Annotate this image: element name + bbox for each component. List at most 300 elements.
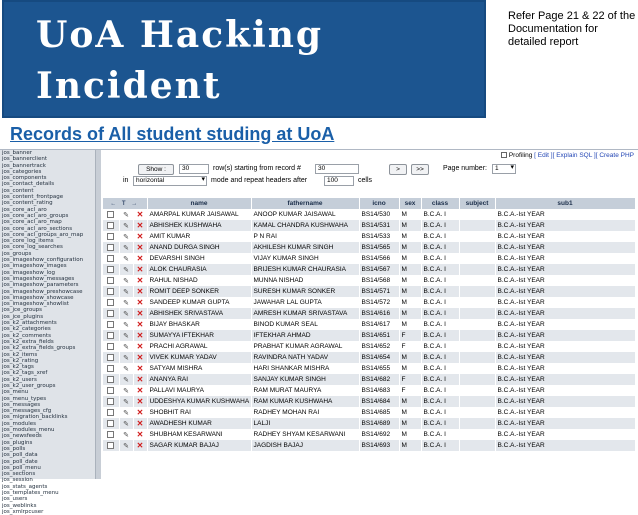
title-line-1: UoA Hacking xyxy=(36,14,324,56)
row-select-cell xyxy=(103,363,119,374)
sidebar-table-item[interactable]: jos_modules xyxy=(2,420,36,427)
row-select-cell xyxy=(103,330,119,341)
table-row xyxy=(103,319,635,330)
row-checkbox[interactable] xyxy=(107,321,114,328)
row-edit-cell xyxy=(119,231,133,242)
delete-icon[interactable]: ✕ xyxy=(136,375,144,384)
sidebar-table-item[interactable]: jos_imageshow_messages xyxy=(2,275,75,282)
cell-sub1: B.C.A.-Ist YEAR xyxy=(495,231,635,242)
cell-subject xyxy=(459,253,495,264)
cell-icno: BS14/533 xyxy=(359,231,399,242)
sidebar-table-item[interactable]: jos_menu_types xyxy=(2,395,47,402)
row-delete-cell xyxy=(133,429,147,440)
cell-name: AWADHESH KUMAR xyxy=(147,418,251,429)
sidebar-table-item[interactable]: jos_k2_items xyxy=(2,351,38,358)
sidebar-table-item[interactable]: jos_polls xyxy=(2,445,26,452)
table-row xyxy=(103,275,635,286)
sidebar-table-item[interactable]: jos_jce_groups xyxy=(2,307,43,314)
cell-icno: BS14/566 xyxy=(359,253,399,264)
row-select-cell xyxy=(103,396,119,407)
pencil-icon[interactable]: ✎ xyxy=(123,222,129,230)
phpmyadmin-screenshot xyxy=(0,149,638,515)
cell-icno: BS14/572 xyxy=(359,297,399,308)
table-row xyxy=(103,396,635,407)
cell-subject xyxy=(459,220,495,231)
table-row xyxy=(103,297,635,308)
sidebar-table-item[interactable]: jos_bannerclient xyxy=(2,156,47,163)
delete-icon[interactable]: ✕ xyxy=(136,320,144,329)
cell-class: B.C.A. I xyxy=(421,253,459,264)
row-checkbox[interactable] xyxy=(107,420,114,427)
cell-name: PRACHI AGRAWAL xyxy=(147,341,251,352)
row-edit-cell xyxy=(119,341,133,352)
sidebar-table-item[interactable]: jos_xmlrpcuser xyxy=(2,508,44,515)
row-edit-cell xyxy=(119,385,133,396)
cell-fathername: AKHILESH KUMAR SINGH xyxy=(251,242,359,253)
delete-icon[interactable]: ✕ xyxy=(136,232,144,241)
delete-icon[interactable]: ✕ xyxy=(136,408,144,417)
sidebar-table-item[interactable]: jos_imageshow_configuration xyxy=(2,257,84,264)
table-row xyxy=(103,220,635,231)
sidebar-table-item[interactable]: jos_core_acl_aro xyxy=(2,206,47,213)
delete-icon[interactable]: ✕ xyxy=(136,221,144,230)
sidebar-table-item[interactable]: jos_plugins xyxy=(2,439,33,446)
row-delete-cell xyxy=(133,275,147,286)
sidebar-table-item[interactable]: jos_migration_backlinks xyxy=(2,414,68,421)
cell-subject xyxy=(459,352,495,363)
row-edit-cell xyxy=(119,363,133,374)
cell-sex: M xyxy=(399,242,421,253)
row-delete-cell xyxy=(133,209,147,220)
sidebar-table-item[interactable]: jos_imageshow_images xyxy=(2,263,67,270)
cell-sub1: B.C.A.-Ist YEAR xyxy=(495,385,635,396)
sidebar-table-item[interactable]: jos_k2_comments xyxy=(2,332,51,339)
row-checkbox[interactable] xyxy=(107,211,114,218)
pencil-icon[interactable]: ✎ xyxy=(123,255,129,263)
sidebar-table-item[interactable]: jos_k2_users xyxy=(2,376,37,383)
pencil-icon[interactable]: ✎ xyxy=(123,233,129,241)
cell-class: B.C.A. I xyxy=(421,275,459,286)
row-checkbox[interactable] xyxy=(107,354,114,361)
row-checkbox[interactable] xyxy=(107,398,114,405)
sidebar-table-item[interactable]: jos_session xyxy=(2,477,33,484)
cell-sex: M xyxy=(399,319,421,330)
cell-name: SATYAM MISHRA xyxy=(147,363,251,374)
sidebar-table-item[interactable]: jos_jce_plugins xyxy=(2,313,44,320)
sidebar-table-item[interactable]: jos_poll_date xyxy=(2,458,38,465)
row-select-cell xyxy=(103,264,119,275)
cell-class: B.C.A. I xyxy=(421,209,459,220)
cell-name: DEVARSHI SINGH xyxy=(147,253,251,264)
delete-icon[interactable]: ✕ xyxy=(136,254,144,263)
pencil-icon[interactable]: ✎ xyxy=(123,244,129,252)
delete-icon[interactable]: ✕ xyxy=(136,210,144,219)
row-select-cell xyxy=(103,407,119,418)
cell-sub1: B.C.A.-Ist YEAR xyxy=(495,440,635,451)
col-header-sex[interactable]: sex xyxy=(399,198,421,209)
cell-sub1: B.C.A.-Ist YEAR xyxy=(495,308,635,319)
sidebar-table-item[interactable]: jos_groups xyxy=(2,250,32,257)
row-checkbox[interactable] xyxy=(107,266,114,273)
sidebar-table-item[interactable]: jos_components xyxy=(2,175,47,182)
pencil-icon[interactable]: ✎ xyxy=(123,398,129,406)
delete-icon[interactable]: ✕ xyxy=(136,419,144,428)
row-edit-cell xyxy=(119,253,133,264)
pencil-icon[interactable]: ✎ xyxy=(123,343,129,351)
cell-sex: M xyxy=(399,308,421,319)
cell-sub1: B.C.A.-Ist YEAR xyxy=(495,286,635,297)
pencil-icon[interactable]: ✎ xyxy=(123,365,129,373)
sidebar-table-item[interactable]: jos_poll_data xyxy=(2,452,38,459)
cell-class: B.C.A. I xyxy=(421,330,459,341)
cell-icno: BS14/651 xyxy=(359,330,399,341)
col-header-icno[interactable]: icno xyxy=(359,198,399,209)
page-number-select[interactable]: 1 ▾ xyxy=(492,164,516,174)
cell-fathername: P N RAI xyxy=(251,231,359,242)
row-checkbox[interactable] xyxy=(107,277,114,284)
sidebar-table-item[interactable]: jos_k2_rating xyxy=(2,357,39,364)
sidebar-table-item[interactable]: jos_modules_menu xyxy=(2,427,55,434)
delete-icon[interactable]: ✕ xyxy=(136,353,144,362)
sidebar-table-item[interactable]: jos_newsfeeds xyxy=(2,433,42,440)
cell-sex: M xyxy=(399,253,421,264)
cell-name: AMIT KUMAR xyxy=(147,231,251,242)
sidebar-table-item[interactable]: jos_k2_tags xyxy=(2,364,34,371)
cell-icno: BS14/652 xyxy=(359,341,399,352)
row-checkbox[interactable] xyxy=(107,387,114,394)
cell-sex: M xyxy=(399,352,421,363)
table-row xyxy=(103,231,635,242)
sidebar-table-item[interactable]: jos_sections xyxy=(2,471,36,478)
row-delete-cell xyxy=(133,220,147,231)
column-arrows-icon[interactable]: ← T → xyxy=(110,201,140,207)
sidebar-table-item[interactable]: jos_k2_user_groups xyxy=(2,382,56,389)
show-button[interactable]: Show : xyxy=(138,164,174,175)
last-page-button[interactable]: >> xyxy=(411,164,429,175)
cell-subject xyxy=(459,209,495,220)
cell-icno: BS14/567 xyxy=(359,264,399,275)
cell-icno: BS14/571 xyxy=(359,286,399,297)
sidebar-table-item[interactable]: jos_stats_agents xyxy=(2,483,48,490)
edit-link[interactable]: [ Edit ] xyxy=(534,152,553,159)
row-checkbox[interactable] xyxy=(107,288,114,295)
cell-fathername: RADHEY SHYAM KESARWANI xyxy=(251,429,359,440)
sidebar-table-item[interactable]: jos_core_acl_aro_sections xyxy=(2,225,73,232)
cell-fathername: KAMAL CHANDRA KUSHWAHA xyxy=(251,220,359,231)
delete-icon[interactable]: ✕ xyxy=(136,430,144,439)
row-checkbox[interactable] xyxy=(107,376,114,383)
cell-sub1: B.C.A.-Ist YEAR xyxy=(495,297,635,308)
row-delete-cell xyxy=(133,440,147,451)
row-edit-cell xyxy=(119,286,133,297)
pencil-icon[interactable]: ✎ xyxy=(123,277,129,285)
sidebar-table-item[interactable]: jos_core_log_items xyxy=(2,238,54,245)
row-checkbox[interactable] xyxy=(107,255,114,262)
sidebar-table-item[interactable]: jos_imageshow_log xyxy=(2,269,55,276)
cell-fathername: JAWAHAR LAL GUPTA xyxy=(251,297,359,308)
cell-subject xyxy=(459,341,495,352)
delete-icon[interactable]: ✕ xyxy=(136,298,144,307)
row-select-cell xyxy=(103,286,119,297)
sidebar-table-item[interactable]: jos_categories xyxy=(2,168,42,175)
navigation-controls xyxy=(105,164,634,198)
row-select-cell xyxy=(103,319,119,330)
table-row xyxy=(103,440,635,451)
pencil-icon[interactable]: ✎ xyxy=(123,332,129,340)
table-row xyxy=(103,418,635,429)
cell-class: B.C.A. I xyxy=(421,341,459,352)
row-delete-cell xyxy=(133,297,147,308)
cell-sub1: B.C.A.-Ist YEAR xyxy=(495,209,635,220)
delete-icon[interactable]: ✕ xyxy=(136,331,144,340)
cell-name: SAGAR KUMAR BAJAJ xyxy=(147,440,251,451)
cell-name: RAHUL NISHAD xyxy=(147,275,251,286)
pencil-icon[interactable]: ✎ xyxy=(123,442,129,450)
row-select-cell xyxy=(103,418,119,429)
cell-name: ROMIT DEEP SONKER xyxy=(147,286,251,297)
row-select-cell xyxy=(103,308,119,319)
cell-subject xyxy=(459,231,495,242)
sidebar-table-item[interactable]: jos_imageshow_parameters xyxy=(2,282,79,289)
explain-sql-link[interactable]: [ Explain SQL ] xyxy=(552,152,596,159)
row-checkbox[interactable] xyxy=(107,431,114,438)
slide-subtitle: Records of All student studing at UoA xyxy=(10,124,335,144)
cell-icno: BS14/565 xyxy=(359,242,399,253)
delete-icon[interactable]: ✕ xyxy=(136,441,144,450)
cell-class: B.C.A. I xyxy=(421,231,459,242)
table-row xyxy=(103,209,635,220)
pencil-icon[interactable]: ✎ xyxy=(123,431,129,439)
sidebar-table-item[interactable]: jos_imageshow_showcase xyxy=(2,294,74,301)
row-checkbox[interactable] xyxy=(107,244,114,251)
cell-sub1: B.C.A.-Ist YEAR xyxy=(495,253,635,264)
row-delete-cell xyxy=(133,319,147,330)
sidebar-table-item[interactable]: jos_bannertrack xyxy=(2,162,46,169)
cell-sub1: B.C.A.-Ist YEAR xyxy=(495,330,635,341)
col-header-sub1[interactable]: sub1 xyxy=(495,198,635,209)
cell-subject xyxy=(459,396,495,407)
cell-fathername: AMRESH KUMAR SRIVASTAVA xyxy=(251,308,359,319)
title-banner xyxy=(2,0,486,118)
cell-icno: BS14/616 xyxy=(359,308,399,319)
row-edit-cell xyxy=(119,429,133,440)
delete-icon[interactable]: ✕ xyxy=(136,397,144,406)
sidebar-table-item[interactable]: jos_k2_tags_xref xyxy=(2,370,48,377)
pencil-icon[interactable]: ✎ xyxy=(123,310,129,318)
pencil-icon[interactable]: ✎ xyxy=(123,321,129,329)
col-header-name[interactable]: name xyxy=(147,198,251,209)
cell-fathername: MUNNA NISHAD xyxy=(251,275,359,286)
row-checkbox[interactable] xyxy=(107,332,114,339)
sidebar-table-item[interactable]: jos_k2_categories xyxy=(2,326,51,333)
row-select-cell xyxy=(103,209,119,220)
sidebar-table-item[interactable]: jos_content xyxy=(2,187,34,194)
delete-icon[interactable]: ✕ xyxy=(136,276,144,285)
cell-class: B.C.A. I xyxy=(421,363,459,374)
cell-subject xyxy=(459,242,495,253)
row-select-cell xyxy=(103,242,119,253)
cell-name: SANDEEP KUMAR GUPTA xyxy=(147,297,251,308)
table-row xyxy=(103,385,635,396)
page-number-label: Page number: xyxy=(443,165,487,172)
row-checkbox[interactable] xyxy=(107,365,114,372)
row-delete-cell xyxy=(133,253,147,264)
table-row xyxy=(103,341,635,352)
sidebar-table-item[interactable]: jos_core_acl_groups_aro_map xyxy=(2,231,84,238)
repeat-headers-input[interactable]: 100 xyxy=(324,176,354,186)
row-delete-cell xyxy=(133,242,147,253)
cell-fathername: ANOOP KUMAR JAISAWAL xyxy=(251,209,359,220)
next-page-button[interactable]: > xyxy=(389,164,407,175)
cell-sub1: B.C.A.-Ist YEAR xyxy=(495,319,635,330)
cell-sex: M xyxy=(399,220,421,231)
row-delete-cell xyxy=(133,385,147,396)
cell-sex: M xyxy=(399,440,421,451)
cell-fathername: VIJAY KUMAR SINGH xyxy=(251,253,359,264)
pencil-icon[interactable]: ✎ xyxy=(123,288,129,296)
cell-sex: F xyxy=(399,330,421,341)
title-line-2: Incident xyxy=(36,65,222,107)
sidebar-table-item[interactable]: jos_banner xyxy=(2,150,32,156)
col-header-subject[interactable]: subject xyxy=(459,198,495,209)
delete-icon[interactable]: ✕ xyxy=(136,309,144,318)
pencil-icon[interactable]: ✎ xyxy=(123,354,129,362)
pencil-icon[interactable]: ✎ xyxy=(123,266,129,274)
cell-fathername: RAVINDRA NATH YADAV xyxy=(251,352,359,363)
sidebar-table-item[interactable]: jos_users xyxy=(2,496,28,503)
row-edit-cell xyxy=(119,220,133,231)
cell-name: UDDESHYA KUMAR KUSHWAHA xyxy=(147,396,251,407)
cell-name: ABHISHEK SRIVASTAVA xyxy=(147,308,251,319)
start-record-input[interactable]: 30 xyxy=(315,164,359,174)
sidebar-table-item[interactable]: jos_imageshow_showlist xyxy=(2,301,69,308)
refer-note: Refer Page 21 & 22 of the Documentation for detailed report xyxy=(508,10,636,48)
cell-icno: BS14/568 xyxy=(359,275,399,286)
delete-icon[interactable]: ✕ xyxy=(136,364,144,373)
cell-icno: BS14/617 xyxy=(359,319,399,330)
row-checkbox[interactable] xyxy=(107,310,114,317)
row-select-cell xyxy=(103,253,119,264)
row-delete-cell xyxy=(133,418,147,429)
row-delete-cell xyxy=(133,308,147,319)
cell-class: B.C.A. I xyxy=(421,297,459,308)
table-row xyxy=(103,429,635,440)
cell-fathername: SANJAY KUMAR SINGH xyxy=(251,374,359,385)
row-checkbox[interactable] xyxy=(107,233,114,240)
cell-subject xyxy=(459,374,495,385)
pencil-icon[interactable]: ✎ xyxy=(123,299,129,307)
sidebar-table-item[interactable]: jos_core_log_searches xyxy=(2,244,63,251)
row-count-input[interactable]: 30 xyxy=(179,164,209,174)
profiling-checkbox[interactable] xyxy=(501,152,507,158)
pencil-icon[interactable]: ✎ xyxy=(123,420,129,428)
delete-icon[interactable]: ✕ xyxy=(136,342,144,351)
sidebar-table-item[interactable]: jos_weblinks xyxy=(2,502,37,509)
sidebar-table-item[interactable]: jos_messages_cfg xyxy=(2,408,52,415)
row-delete-cell xyxy=(133,264,147,275)
cell-name: SHUBHAM KESARWANI xyxy=(147,429,251,440)
row-select-cell xyxy=(103,440,119,451)
cell-sub1: B.C.A.-Ist YEAR xyxy=(495,418,635,429)
cell-subject xyxy=(459,407,495,418)
cell-name: SHOBHIT RAI xyxy=(147,407,251,418)
cell-class: B.C.A. I xyxy=(421,385,459,396)
cell-class: B.C.A. I xyxy=(421,396,459,407)
delete-icon[interactable]: ✕ xyxy=(136,287,144,296)
row-checkbox[interactable] xyxy=(107,343,114,350)
sidebar-table-item[interactable]: jos_core_acl_aro_map xyxy=(2,219,62,226)
cell-sex: M xyxy=(399,363,421,374)
mode-text: mode and repeat headers after xyxy=(211,177,308,184)
row-delete-cell xyxy=(133,231,147,242)
sidebar-table-item[interactable]: jos_imageshow_preshowcase xyxy=(2,288,83,295)
cell-subject xyxy=(459,319,495,330)
row-checkbox[interactable] xyxy=(107,409,114,416)
sidebar-table-item[interactable]: jos_contact_details xyxy=(2,181,55,188)
create-php-link[interactable]: [ Create PHP xyxy=(595,152,634,159)
pencil-icon[interactable]: ✎ xyxy=(123,376,129,384)
col-header-class[interactable]: class xyxy=(421,198,459,209)
sidebar-table-item[interactable]: jos_templates_menu xyxy=(2,490,59,497)
cell-class: B.C.A. I xyxy=(421,242,459,253)
cell-subject xyxy=(459,440,495,451)
sidebar-table-item[interactable]: jos_k2_attachments xyxy=(2,320,57,327)
sidebar-table-item[interactable]: jos_menu xyxy=(2,389,29,396)
table-list-sidebar xyxy=(0,150,96,515)
cell-class: B.C.A. I xyxy=(421,440,459,451)
sidebar-table-item[interactable]: jos_k2_extra_fields_groups xyxy=(2,345,76,352)
row-delete-cell xyxy=(133,407,147,418)
sidebar-table-item[interactable]: jos_core_acl_aro_groups xyxy=(2,212,69,219)
table-row xyxy=(103,264,635,275)
cell-sex: M xyxy=(399,429,421,440)
cell-fathername: PRABHAT KUMAR AGRAWAL xyxy=(251,341,359,352)
row-checkbox[interactable] xyxy=(107,222,114,229)
pencil-icon[interactable]: ✎ xyxy=(123,387,129,395)
results-table xyxy=(103,198,636,451)
table-row xyxy=(103,242,635,253)
display-mode-select[interactable]: horizontal ▾ xyxy=(133,176,207,186)
cell-icno: BS14/654 xyxy=(359,352,399,363)
sidebar-table-item[interactable]: jos_k2_extra_fields xyxy=(2,338,54,345)
sidebar-table-item[interactable]: jos_poll_menu xyxy=(2,464,41,471)
table-row xyxy=(103,352,635,363)
pencil-icon[interactable]: ✎ xyxy=(123,211,129,219)
pencil-icon[interactable]: ✎ xyxy=(123,409,129,417)
in-label: in xyxy=(123,177,129,184)
query-results-pane xyxy=(101,150,638,479)
cell-sex: F xyxy=(399,385,421,396)
delete-icon[interactable]: ✕ xyxy=(136,243,144,252)
cell-sub1: B.C.A.-Ist YEAR xyxy=(495,374,635,385)
sidebar-table-item[interactable]: jos_content_frontpage xyxy=(2,194,64,201)
delete-icon[interactable]: ✕ xyxy=(136,265,144,274)
row-actions-header xyxy=(103,198,147,209)
row-edit-cell xyxy=(119,308,133,319)
cell-name: BIJAY BHASKAR xyxy=(147,319,251,330)
cell-subject xyxy=(459,429,495,440)
row-edit-cell xyxy=(119,264,133,275)
row-checkbox[interactable] xyxy=(107,442,114,449)
sidebar-table-item[interactable]: jos_content_rating xyxy=(2,200,53,207)
row-select-cell xyxy=(103,374,119,385)
sidebar-table-item[interactable]: jos_messages xyxy=(2,401,41,408)
cell-sex: M xyxy=(399,209,421,220)
row-checkbox[interactable] xyxy=(107,299,114,306)
cell-fathername: IFTEKHAR AHMAD xyxy=(251,330,359,341)
delete-icon[interactable]: ✕ xyxy=(136,386,144,395)
col-header-fathername[interactable]: fathername xyxy=(251,198,359,209)
